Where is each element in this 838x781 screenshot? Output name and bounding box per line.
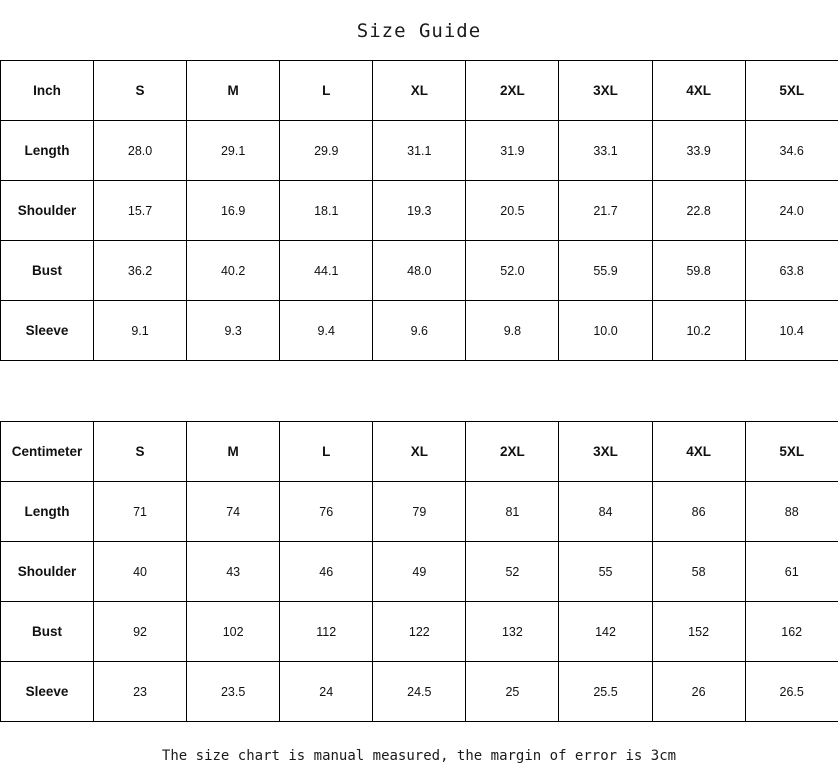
size-header-4xl: 4XL bbox=[652, 422, 745, 482]
cell-value: 92 bbox=[94, 602, 187, 662]
cell-value: 122 bbox=[373, 602, 466, 662]
cell-value: 28.0 bbox=[94, 121, 187, 181]
size-table-inch bbox=[0, 60, 838, 361]
size-header-l: L bbox=[280, 422, 373, 482]
table-row bbox=[1, 602, 838, 662]
unit-header-centimeter: Centimeter bbox=[1, 422, 94, 482]
table-row bbox=[1, 241, 838, 301]
row-label-bust: Bust bbox=[1, 602, 94, 662]
size-header-s: S bbox=[94, 422, 187, 482]
cell-value: 152 bbox=[652, 602, 745, 662]
row-label-sleeve: Sleeve bbox=[1, 301, 94, 361]
cell-value: 88 bbox=[745, 482, 838, 542]
table-row bbox=[1, 181, 838, 241]
row-label-shoulder: Shoulder bbox=[1, 542, 94, 602]
table-row bbox=[1, 542, 838, 602]
cell-value: 10.2 bbox=[652, 301, 745, 361]
cell-value: 86 bbox=[652, 482, 745, 542]
cell-value: 59.8 bbox=[652, 241, 745, 301]
row-label-shoulder: Shoulder bbox=[1, 181, 94, 241]
cell-value: 33.9 bbox=[652, 121, 745, 181]
cell-value: 81 bbox=[466, 482, 559, 542]
size-header-2xl: 2XL bbox=[466, 422, 559, 482]
cell-value: 52 bbox=[466, 542, 559, 602]
cell-value: 76 bbox=[280, 482, 373, 542]
size-header-5xl: 5XL bbox=[745, 61, 838, 121]
size-header-xl: XL bbox=[373, 422, 466, 482]
cell-value: 23 bbox=[94, 662, 187, 722]
cell-value: 74 bbox=[187, 482, 280, 542]
table-gap-spacer bbox=[0, 361, 838, 421]
size-table-centimeter bbox=[0, 421, 838, 722]
row-label-length: Length bbox=[1, 482, 94, 542]
cell-value: 48.0 bbox=[373, 241, 466, 301]
cell-value: 34.6 bbox=[745, 121, 838, 181]
cell-value: 25 bbox=[466, 662, 559, 722]
cell-value: 43 bbox=[187, 542, 280, 602]
cell-value: 112 bbox=[280, 602, 373, 662]
unit-header-inch: Inch bbox=[1, 61, 94, 121]
cell-value: 15.7 bbox=[94, 181, 187, 241]
cell-value: 31.9 bbox=[466, 121, 559, 181]
cell-value: 20.5 bbox=[466, 181, 559, 241]
table-row bbox=[1, 482, 838, 542]
cell-value: 18.1 bbox=[280, 181, 373, 241]
cell-value: 26.5 bbox=[745, 662, 838, 722]
size-header-2xl: 2XL bbox=[466, 61, 559, 121]
size-header-4xl: 4XL bbox=[652, 61, 745, 121]
cell-value: 36.2 bbox=[94, 241, 187, 301]
cell-value: 23.5 bbox=[187, 662, 280, 722]
cell-value: 29.1 bbox=[187, 121, 280, 181]
row-label-bust: Bust bbox=[1, 241, 94, 301]
cell-value: 132 bbox=[466, 602, 559, 662]
cell-value: 55.9 bbox=[559, 241, 652, 301]
table-row bbox=[1, 301, 838, 361]
size-header-m: M bbox=[187, 61, 280, 121]
cell-value: 102 bbox=[187, 602, 280, 662]
size-header-l: L bbox=[280, 61, 373, 121]
cell-value: 16.9 bbox=[187, 181, 280, 241]
cell-value: 84 bbox=[559, 482, 652, 542]
table-header-row bbox=[1, 61, 838, 121]
row-label-length: Length bbox=[1, 121, 94, 181]
cell-value: 9.4 bbox=[280, 301, 373, 361]
cell-value: 25.5 bbox=[559, 662, 652, 722]
cell-value: 44.1 bbox=[280, 241, 373, 301]
cell-value: 40.2 bbox=[187, 241, 280, 301]
cell-value: 9.1 bbox=[94, 301, 187, 361]
cell-value: 29.9 bbox=[280, 121, 373, 181]
cell-value: 142 bbox=[559, 602, 652, 662]
size-header-m: M bbox=[187, 422, 280, 482]
size-header-5xl: 5XL bbox=[745, 422, 838, 482]
table-row bbox=[1, 121, 838, 181]
size-header-xl: XL bbox=[373, 61, 466, 121]
cell-value: 71 bbox=[94, 482, 187, 542]
cell-value: 79 bbox=[373, 482, 466, 542]
size-header-3xl: 3XL bbox=[559, 61, 652, 121]
measurement-disclaimer: The size chart is manual measured, the margin of error is 3cm bbox=[161, 748, 677, 764]
cell-value: 21.7 bbox=[559, 181, 652, 241]
page-title: Size Guide bbox=[356, 20, 482, 42]
cell-value: 10.4 bbox=[745, 301, 838, 361]
cell-value: 24.0 bbox=[745, 181, 838, 241]
cell-value: 22.8 bbox=[652, 181, 745, 241]
cell-value: 52.0 bbox=[466, 241, 559, 301]
cell-value: 9.6 bbox=[373, 301, 466, 361]
cell-value: 9.3 bbox=[187, 301, 280, 361]
cell-value: 24.5 bbox=[373, 662, 466, 722]
cell-value: 26 bbox=[652, 662, 745, 722]
cell-value: 33.1 bbox=[559, 121, 652, 181]
cell-value: 10.0 bbox=[559, 301, 652, 361]
cell-value: 58 bbox=[652, 542, 745, 602]
cell-value: 63.8 bbox=[745, 241, 838, 301]
cell-value: 24 bbox=[280, 662, 373, 722]
table-row bbox=[1, 662, 838, 722]
cell-value: 49 bbox=[373, 542, 466, 602]
cell-value: 46 bbox=[280, 542, 373, 602]
table-header-row bbox=[1, 422, 838, 482]
cell-value: 31.1 bbox=[373, 121, 466, 181]
size-header-3xl: 3XL bbox=[559, 422, 652, 482]
cell-value: 55 bbox=[559, 542, 652, 602]
cell-value: 61 bbox=[745, 542, 838, 602]
cell-value: 40 bbox=[94, 542, 187, 602]
size-header-s: S bbox=[94, 61, 187, 121]
cell-value: 19.3 bbox=[373, 181, 466, 241]
row-label-sleeve: Sleeve bbox=[1, 662, 94, 722]
cell-value: 9.8 bbox=[466, 301, 559, 361]
cell-value: 162 bbox=[745, 602, 838, 662]
